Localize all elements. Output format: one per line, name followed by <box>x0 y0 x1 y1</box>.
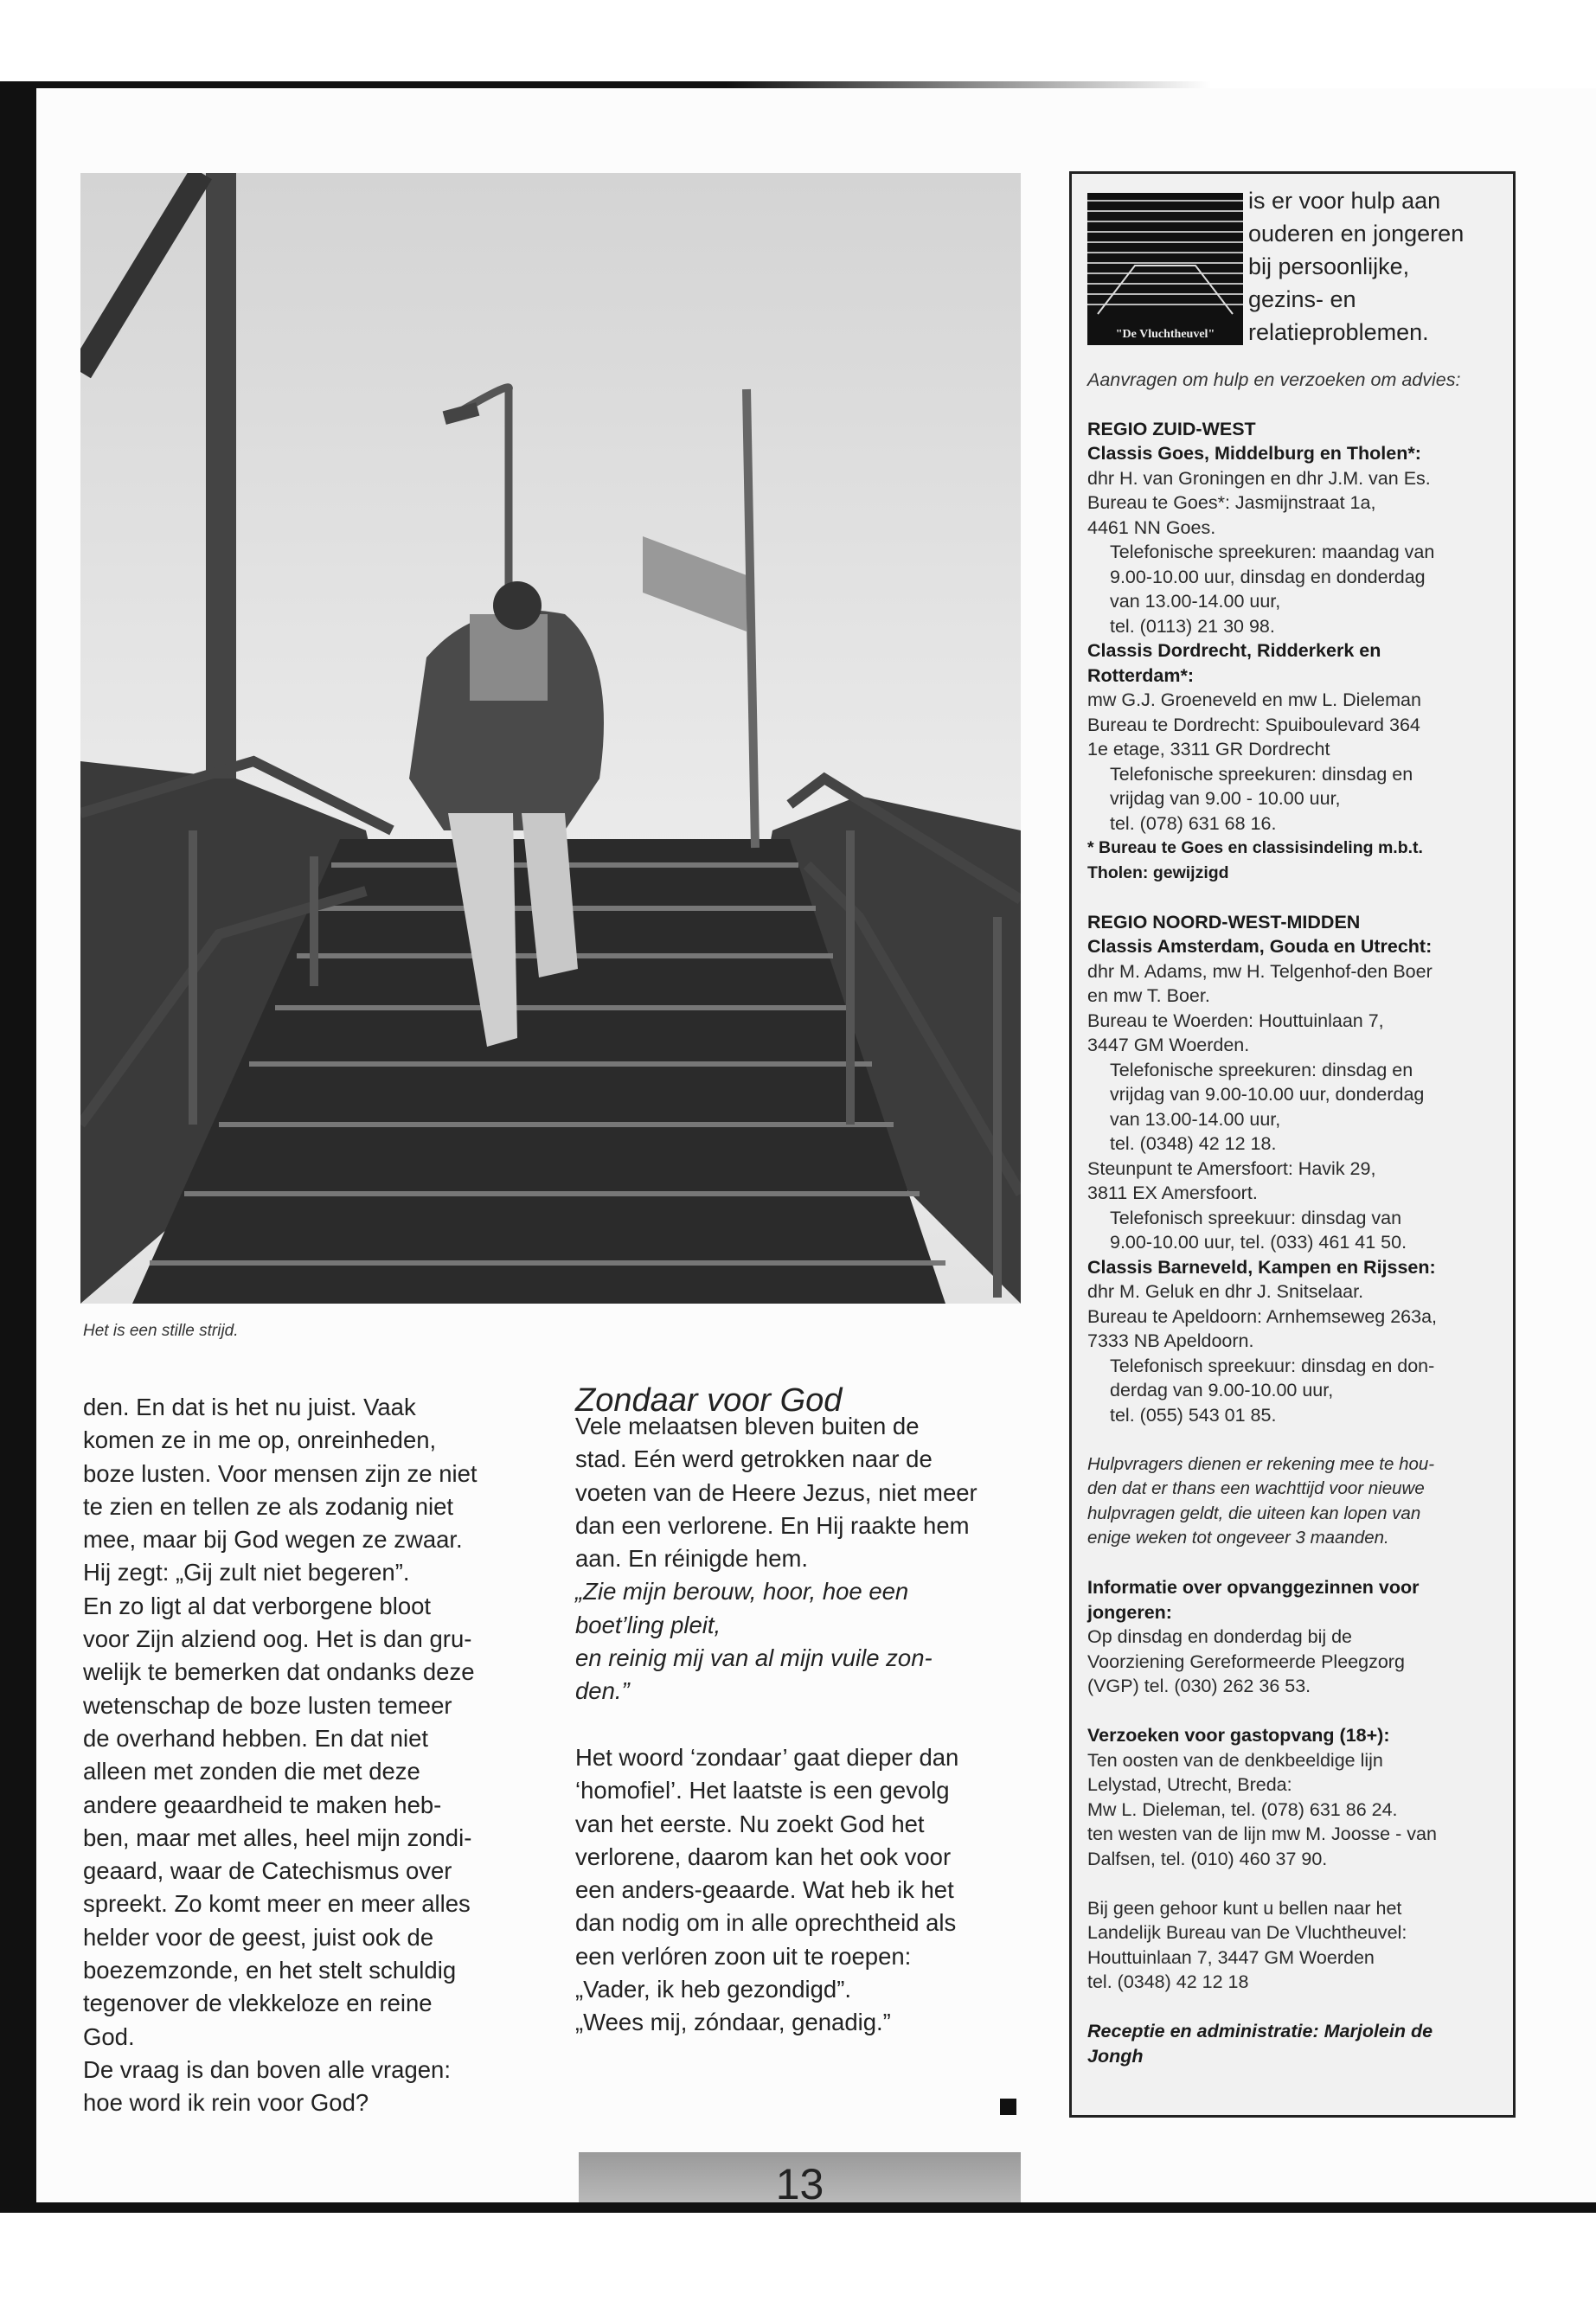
text-line: Receptie en administratie: Marjolein de <box>1087 2021 1433 2041</box>
text-line: aan. En réinigde hem. <box>575 1545 809 1573</box>
text-line: tel. (0113) 21 30 98. <box>1110 615 1275 637</box>
change-note <box>1087 836 1460 885</box>
paragraph <box>575 1410 977 1575</box>
text-line: dhr H. van Groningen en dhr J.M. van Es. <box>1087 467 1431 489</box>
classis-title: Classis Amsterdam, Gouda en Utrecht: <box>1087 936 1433 957</box>
text-line: den dat er thans een wachttijd voor nieuwe <box>1087 1478 1425 1498</box>
text-line: * Bureau te Goes en classisindeling m.b.t. <box>1087 838 1423 857</box>
foster-lines <box>1087 1625 1460 1699</box>
text-line: relatieproblemen. <box>1248 319 1429 345</box>
intro-text <box>1248 184 1464 349</box>
text-line: tel. (055) 543 01 85. <box>1110 1404 1277 1426</box>
classis-title: Classis Goes, Middelburg en Tholen*: <box>1087 443 1421 464</box>
contact-lines <box>1087 688 1460 762</box>
text-line: boze lusten. Voor mensen zijn ze niet <box>83 1459 478 1487</box>
text-line: Hulpvragers dienen er rekening mee te hou- <box>1087 1453 1435 1474</box>
text-line: Mw L. Dieleman, tel. (078) 631 86 24. <box>1087 1798 1398 1820</box>
text-line: ten westen van de lijn mw M. Joosse - van <box>1087 1823 1437 1844</box>
text-line: dan nodig om in alle oprechtheid als <box>575 1909 957 1937</box>
office-hours <box>1087 1058 1460 1157</box>
text-line: 3447 GM Woerden. <box>1087 1035 1250 1055</box>
text-line: een verlóren zoon uit te roepen: <box>575 1942 912 1970</box>
classis-title <box>1087 638 1460 688</box>
text-line: Lelystad, Utrecht, Breda: <box>1087 1774 1292 1795</box>
text-line: Telefonisch spreekuur: dinsdag en don- <box>1110 1355 1435 1376</box>
waiting-time-note <box>1087 1452 1460 1551</box>
text-line: mee, maar bij God wegen ze zwaar. <box>83 1526 463 1554</box>
text-line: dan een verlorene. En Hij raakte hem <box>575 1511 970 1539</box>
text-line: Het woord ‘zondaar’ gaat dieper dan <box>575 1743 959 1771</box>
national-office-info <box>1087 1896 1460 1995</box>
text-line: ben, maar met alles, heel mijn zondi- <box>83 1823 472 1851</box>
text-line: Hij zegt: „Gij zult niet begeren”. <box>83 1559 410 1586</box>
text-line: Informatie over opvanggezinnen voor <box>1087 1577 1420 1598</box>
text-line: wetenschap de boze lusten temeer <box>83 1691 452 1719</box>
text-line: Op dinsdag en donderdag bij de <box>1087 1626 1353 1647</box>
text-line: „Wees mij, zóndaar, genadig.” <box>575 2009 891 2036</box>
text-line: 9.00-10.00 uur, dinsdag en donderdag <box>1110 566 1426 587</box>
text-line: dhr M. Geluk en dhr J. Snitselaar. <box>1087 1281 1364 1302</box>
text-line: voeten van de Heere Jezus, niet meer <box>575 1478 977 1506</box>
region-title: REGIO ZUID-WEST <box>1087 418 1256 439</box>
text-line: derdag van 9.00-10.00 uur, <box>1110 1380 1334 1400</box>
page-number-bar <box>579 2152 1021 2202</box>
text-line: Bureau te Goes*: Jasmijnstraat 1a, <box>1087 492 1376 513</box>
text-line: Vele melaatsen bleven buiten de <box>575 1413 920 1439</box>
region-title: REGIO NOORD-WEST-MIDDEN <box>1087 911 1361 933</box>
text-line: van 13.00-14.00 uur, <box>1110 591 1281 612</box>
guest-lines <box>1087 1748 1460 1872</box>
text-line: ouderen en jongeren <box>1248 221 1465 247</box>
text-line: mw G.J. Groeneveld en mw L. Dieleman <box>1087 689 1421 710</box>
region-noord-west-midden <box>1087 910 1460 1428</box>
text-line: Telefonische spreekuren: dinsdag en <box>1110 763 1413 785</box>
text-line: vrijdag van 9.00-10.00 uur, donderdag <box>1110 1084 1425 1105</box>
text-line: Steunpunt te Amersfoort: Havik 29, <box>1087 1157 1376 1179</box>
text-line: en reinig mij van al mijn vuile zon- <box>575 1644 933 1672</box>
contact-lines <box>1087 959 1460 1058</box>
scan-edge-bottom <box>0 2202 1596 2213</box>
text-line: dhr M. Adams, mw H. Telgenhof-den Boer <box>1087 960 1433 982</box>
reception-credit <box>1087 2019 1460 2068</box>
contact-list <box>1087 368 1460 2068</box>
text-line: (VGP) tel. (030) 262 36 53. <box>1087 1676 1311 1696</box>
text-line: te zien en tellen ze als zodanig niet <box>83 1492 454 1520</box>
text-line: gezins- en <box>1248 286 1356 312</box>
section-heading: Zondaar voor God <box>575 1382 843 1419</box>
text-line: welijk te bemerken dat ondanks deze <box>83 1658 475 1686</box>
text-line: Landelijk Bureau van De Vluchtheuvel: <box>1087 1922 1407 1943</box>
office-hours <box>1087 540 1460 638</box>
text-line: Voorziening Gereformeerde Pleegzorg <box>1087 1650 1405 1672</box>
text-line: geaard, waar de Catechismus over <box>83 1857 452 1885</box>
paragraph <box>575 1741 977 2040</box>
text-line: van 13.00-14.00 uur, <box>1110 1108 1281 1130</box>
text-line: hoe word ik rein voor God? <box>83 2089 369 2117</box>
vluchtheuvel-logo <box>1087 193 1243 345</box>
text-line: helder voor de geest, juist ook de <box>83 1923 434 1951</box>
foster-title <box>1087 1575 1460 1625</box>
article-column-middle <box>575 1410 977 2040</box>
end-of-article-mark <box>1000 2099 1016 2115</box>
text-line: stad. Eén werd getrokken naar de <box>575 1445 933 1473</box>
text-line: Ten oosten van de denkbeeldige lijn <box>1087 1749 1383 1771</box>
text-line: Telefonische spreekuren: dinsdag en <box>1110 1059 1413 1080</box>
text-line: 4461 NN Goes. <box>1087 516 1216 538</box>
text-line: 1e etage, 3311 GR Dordrecht <box>1087 739 1330 760</box>
text-line: vrijdag van 9.00 - 10.00 uur, <box>1110 788 1341 809</box>
photo-caption: Het is een stille strijd. <box>83 1322 239 1340</box>
hill-stripes-icon <box>1087 193 1243 345</box>
foster-info <box>1087 1575 1460 1699</box>
text-line: God. <box>83 2022 135 2050</box>
text-line: ‘homofiel’. Het laatste is een gevolg <box>575 1777 950 1804</box>
text-line: enige weken tot ongeveer 3 maanden. <box>1087 1528 1389 1548</box>
text-line: van het eerste. Nu zoekt God het <box>575 1810 925 1837</box>
text-line: 7333 NB Apeldoorn. <box>1087 1330 1254 1351</box>
vluchtheuvel-info-box <box>1069 171 1516 2118</box>
text-line: tel. (0348) 42 12 18. <box>1110 1133 1277 1154</box>
text-line: de overhand hebben. En dat niet <box>83 1724 429 1752</box>
guest-shelter-info <box>1087 1723 1460 1871</box>
text-line: Dalfsen, tel. (010) 460 37 90. <box>1087 1848 1328 1869</box>
text-line: Bureau te Apeldoorn: Arnhemseweg 263a, <box>1087 1305 1438 1327</box>
text-line: jongeren: <box>1087 1601 1172 1623</box>
text-line: 3811 EX Amersfoort. <box>1087 1183 1258 1203</box>
text-line: „Vader, ik heb gezondigd”. <box>575 1976 852 2003</box>
article-column-left <box>83 1391 478 2120</box>
text-line: Telefonisch spreekuur: dinsdag van <box>1110 1207 1402 1228</box>
text-line: De vraag is dan boven alle vragen: <box>83 2055 451 2083</box>
text-line: Bureau te Woerden: Houttuinlaan 7, <box>1087 1009 1384 1031</box>
text-line: Bureau te Dordrecht: Spuiboulevard 364 <box>1087 714 1420 735</box>
scan-edge-top <box>0 81 1211 88</box>
text-line: tegenover de vlekkeloze en reine <box>83 1990 433 2017</box>
text-line: Bij geen gehoor kunt u bellen naar het <box>1087 1897 1402 1919</box>
text-line: is er voor hulp aan <box>1248 188 1441 214</box>
office-hours <box>1087 762 1460 836</box>
text-line: Telefonische spreekuren: maandag van <box>1110 542 1435 562</box>
request-note: Aanvragen om hulp en verzoeken om advies: <box>1087 369 1461 390</box>
text-line: komen ze in me op, onreinheden, <box>83 1426 437 1454</box>
office-hours <box>1087 1206 1460 1255</box>
guest-title: Verzoeken voor gastopvang (18+): <box>1087 1725 1390 1746</box>
text-line: alleen met zonden die met deze <box>83 1758 420 1785</box>
text-line: tel. (078) 631 68 16. <box>1110 812 1277 834</box>
photo-stairs <box>80 173 1021 1304</box>
text-line: den.” <box>575 1677 630 1705</box>
text-line: Jongh <box>1087 2045 1144 2067</box>
logo-label: "De Vluchtheuvel" <box>1115 328 1215 341</box>
text-line: spreekt. Zo komt meer en meer alles <box>83 1890 471 1918</box>
scan-edge-left <box>0 85 36 2206</box>
office-hours <box>1087 1354 1460 1428</box>
text-line: boezemzonde, en het stelt schuldig <box>83 1957 457 1984</box>
text-line: Tholen: gewijzigd <box>1087 862 1229 882</box>
contact-lines <box>1087 1279 1460 1354</box>
text-line: Classis Dordrecht, Ridderkerk en <box>1087 640 1381 661</box>
text-line: 9.00-10.00 uur, tel. (033) 461 41 50. <box>1110 1232 1407 1253</box>
contact-lines <box>1087 1157 1460 1206</box>
text-line: een anders-geaarde. Wat heb ik het <box>575 1876 954 1904</box>
text-line: Houttuinlaan 7, 3447 GM Woerden <box>1087 1946 1375 1968</box>
contact-lines <box>1087 466 1460 541</box>
text-line: en mw T. Boer. <box>1087 985 1210 1006</box>
text-line: voor Zijn alziend oog. Het is dan gru- <box>83 1625 472 1653</box>
page-number: 13 <box>775 2160 824 2202</box>
region-zuid-west <box>1087 417 1460 886</box>
text-line: hulpvragen geldt, die uiteen kan lopen van <box>1087 1503 1421 1523</box>
text-line: En zo ligt al dat verborgene bloot <box>83 1592 432 1619</box>
text-line: Rotterdam*: <box>1087 664 1195 686</box>
text-line: tel. (0348) 42 12 18 <box>1087 1971 1249 1992</box>
text-line: bij persoonlijke, <box>1248 253 1410 279</box>
text-line: andere geaardheid te maken heb- <box>83 1791 442 1818</box>
text-line: den. En dat is het nu juist. Vaak <box>83 1394 416 1420</box>
psalm-quote <box>575 1575 977 1708</box>
text-line: „Zie mijn berouw, hoor, hoe een <box>575 1578 909 1606</box>
text-line: boet’ling pleit, <box>575 1611 721 1638</box>
classis-title: Classis Barneveld, Kampen en Rijssen: <box>1087 1256 1436 1278</box>
text-line: verlorene, daarom kan het ook voor <box>575 1843 952 1870</box>
